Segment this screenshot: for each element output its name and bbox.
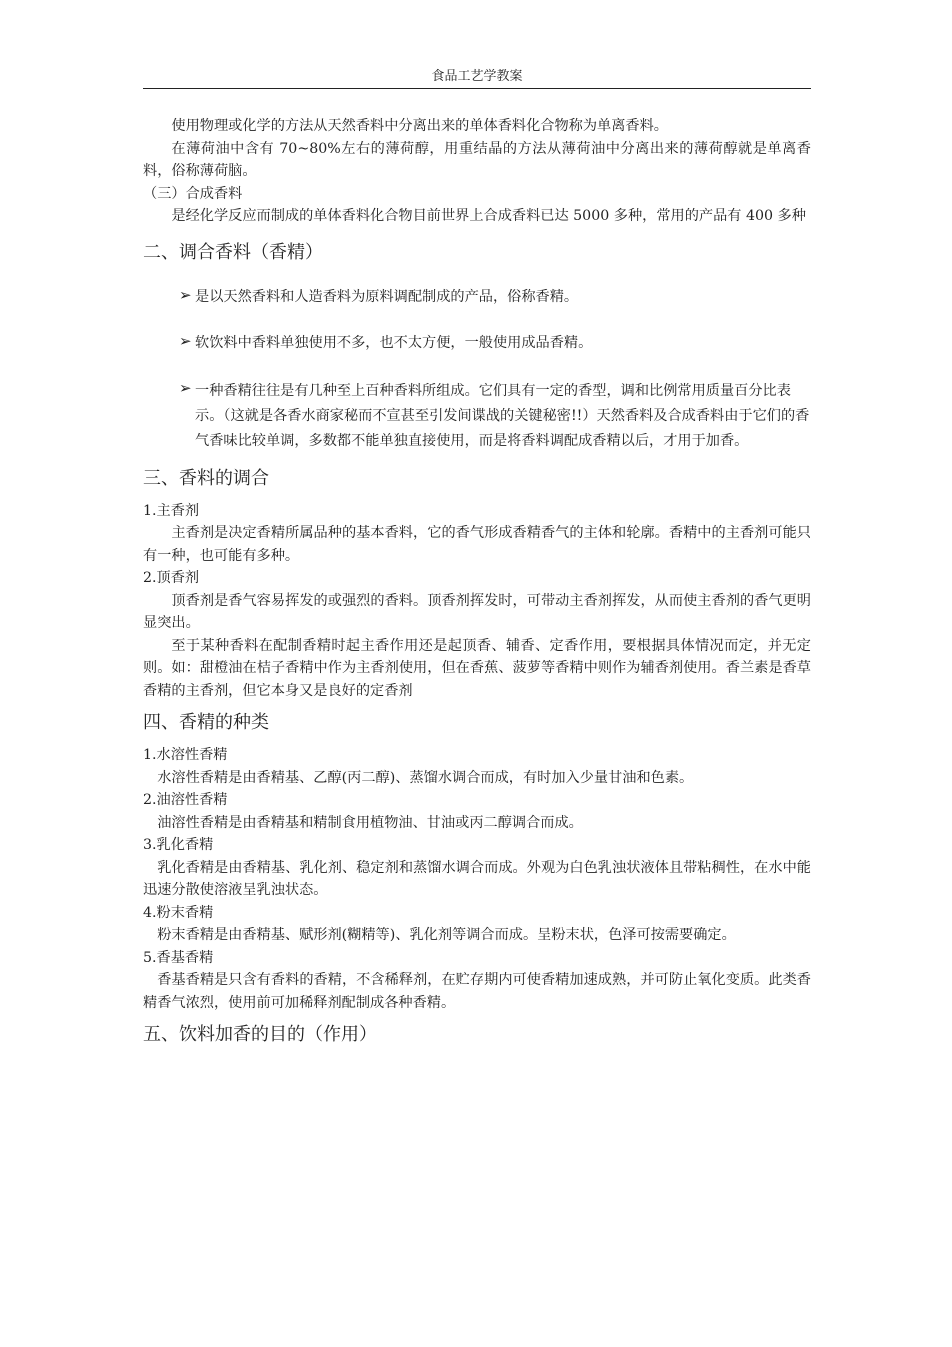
paragraph: 水溶性香精是由香精基、乙醇(丙二醇)、蒸馏水调合而成，有时加入少量甘油和色素。 [157,769,694,786]
document-page [143,68,811,1048]
paragraph: 香基香精是只含有香料的香精，不含稀释剂，在贮存期内可使香精加速成熟，并可防止氧化变质。此类香精香气浓烈，使用前可加稀释剂配制成各种香精。 [143,972,811,1011]
arrow-bullet-icon: ➢ [179,332,192,350]
subheading: 2.顶香剂 [143,570,200,586]
paragraph: 在薄荷油中含有 70~80%左右的薄荷醇，用重结晶的方法从薄荷油中分离出来的薄荷醇就是单离香料，俗称薄荷脑。 [143,140,811,179]
paragraph: 粉末香精是由香精基、赋形剂(糊精等)、乳化剂等调合而成。呈粉末状，色泽可按需要确定。 [157,927,736,943]
subheading: 5.香基香精 [143,949,214,966]
paragraph: 使用物理或化学的方法从天然香料中分离出来的单体香料化合物称为单离香料。 [171,118,668,134]
paragraph: 油溶性香精是由香精基和精制食用植物油、甘油或丙二醇调合而成。 [157,814,583,831]
section-heading: 二、调合香料（香精） [143,241,323,263]
bullet-text: 是以天然香料和人造香料为原料调配制成的产品，俗称香精。 [195,288,579,305]
arrow-bullet-icon: ➢ [179,285,192,304]
bullet-text: 软饮料中香料单独使用不多，也不太方便，一般使用成品香精。 [195,335,593,351]
subheading: 1.水溶性香精 [143,747,228,763]
paragraph: 主香剂是决定香精所属品种的基本香料，它的香气形成香精香气的主体和轮廓。香精中的主香剂可能只有一种，也可能有多种。 [143,525,811,564]
paragraph: 是经化学反应而制成的单体香料化合物目前世界上合成香料已达 5000 多种，常用的产品有 400 多种 [171,208,806,224]
section-heading: 五、饮料加香的目的（作用） [143,1024,377,1045]
paragraph: 顶香剂是香气容易挥发的或强烈的香料。顶香剂挥发时，可带动主香剂挥发，从而使主香剂的香气更明显突出。 [143,592,811,631]
section-heading: 四、香精的种类 [143,712,269,733]
bullet-text: 一种香精往往是有几种至上百种香料所组成。它们具有一定的香型，调和比例常用质量百分比表示。（这就是各香水商家秘而不宣甚至引发间谍战的关键秘密!!）天然香料及合成香料由于它们的香气香味比较单调，多数都不能单独直接使用，而是将香料调配成香精以后，才用于加香。 [195,382,810,449]
subheading: （三）合成香料 [143,185,243,202]
paragraph: 至于某种香料在配制香精时起主香作用还是起顶香、辅香、定香作用，要根据具体情况而定，并无定则。如：甜橙油在桔子香精中作为主香剂使用，但在香蕉、菠萝等香精中则作为辅香剂使用。香兰素是香草香精的主香剂，但它本身又是良好的定香剂 [143,637,811,699]
bullet-item [143,379,811,454]
bullet-item [143,332,811,355]
page-header: 食品工艺学教案 [143,68,811,89]
subheading: 2.油溶性香精 [143,792,228,808]
arrow-bullet-icon: ➢ [179,378,192,397]
subheading: 3.乳化香精 [143,837,214,853]
subheading: 4.粉末香精 [143,904,214,921]
section-heading: 三、香料的调合 [143,467,269,489]
subheading: 1.主香剂 [143,502,200,519]
bullet-item [143,286,811,309]
paragraph: 乳化香精是由香精基、乳化剂、稳定剂和蒸馏水调合而成。外观为白色乳浊状液体且带粘稠性，在水中能迅速分散使溶液呈乳浊状态。 [143,859,811,898]
